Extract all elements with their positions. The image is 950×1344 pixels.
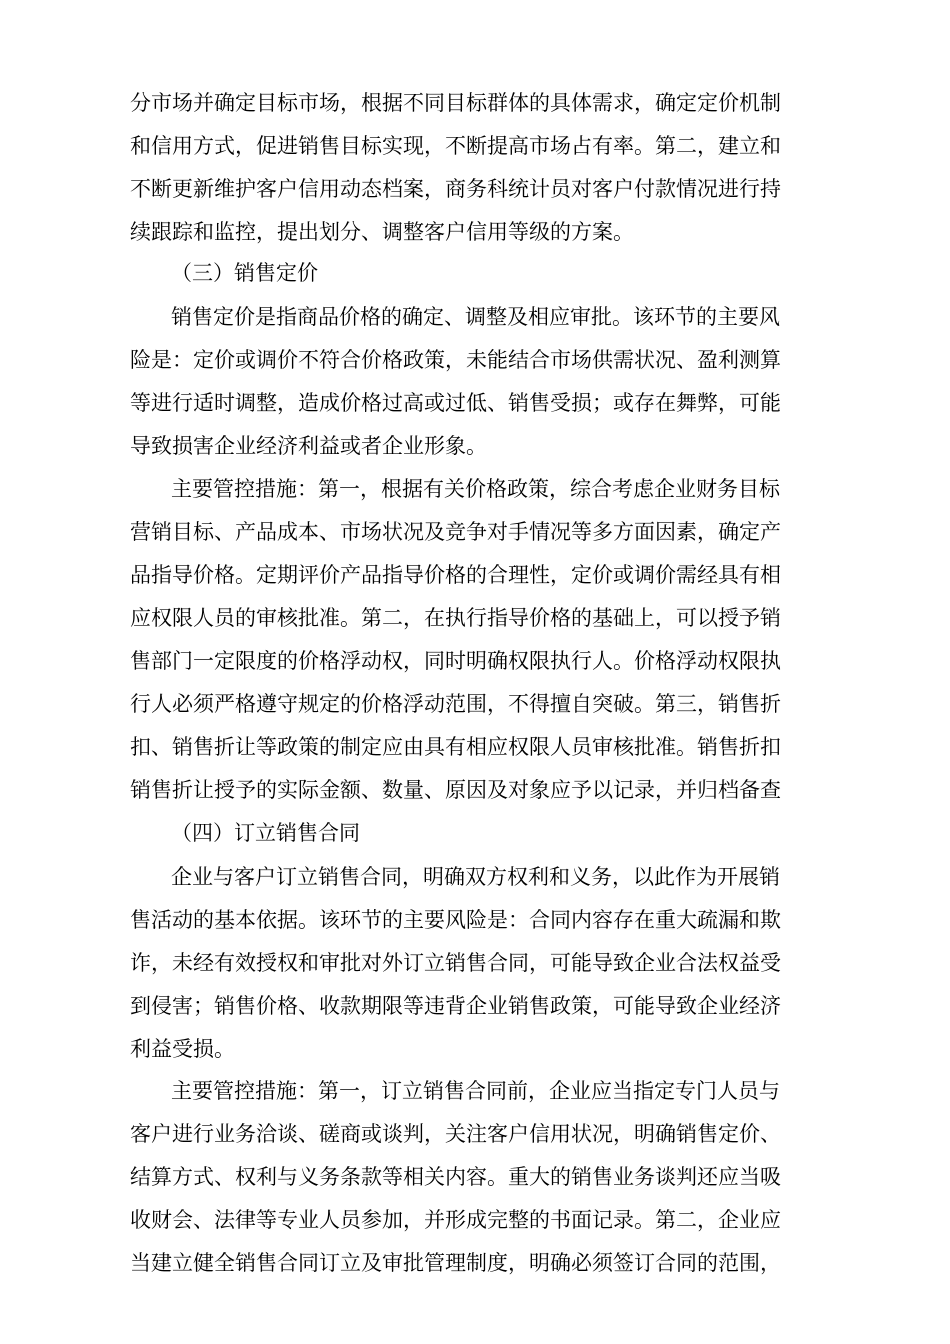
paragraph-line: 企业与客户订立销售合同，明确双方权利和义务，以此作为开展销 <box>171 865 780 889</box>
paragraph-line: 险是：定价或调价不符合价格政策，未能结合市场供需状况、盈利测算 <box>130 348 781 372</box>
paragraph-line: 销售折让授予的实际金额、数量、原因及对象应予以记录，并归档备查 <box>130 778 781 802</box>
paragraph-line: 客户进行业务洽谈、磋商或谈判，关注客户信用状况，明确销售定价、 <box>130 1122 781 1146</box>
paragraph-line: 诈，未经有效授权和审批对外订立销售合同，可能导致企业合法权益受 <box>130 951 781 975</box>
paragraph-line: 收财会、法律等专业人员参加，并形成完整的书面记录。第二，企业应 <box>130 1208 781 1232</box>
paragraph-line: 行人必须严格遵守规定的价格浮动范围，不得擅自突破。第三，销售折 <box>130 692 781 716</box>
paragraph-line: 导致损害企业经济利益或者企业形象。 <box>130 434 487 458</box>
paragraph-line: 和信用方式，促进销售目标实现，不断提高市场占有率。第二，建立和 <box>130 134 781 158</box>
paragraph-line: 扣、销售折让等政策的制定应由具有相应权限人员审核批准。销售折扣 <box>130 735 781 759</box>
paragraph-line: 不断更新维护客户信用动态档案，商务科统计员对客户付款情况进行持 <box>130 177 781 201</box>
paragraph-line: 营销目标、产品成本、市场状况及竞争对手情况等多方面因素，确定产 <box>130 520 781 544</box>
paragraph-line: 主要管控措施：第一，根据有关价格政策，综合考虑企业财务目标 <box>171 477 780 501</box>
paragraph-line: 应权限人员的审核批准。第二，在执行指导价格的基础上，可以授予销 <box>130 606 781 630</box>
paragraph-line: 售活动的基本依据。该环节的主要风险是：合同内容存在重大疏漏和欺 <box>130 908 781 932</box>
paragraph-line: 分市场并确定目标市场，根据不同目标群体的具体需求，确定定价机制 <box>130 91 781 115</box>
paragraph-line: 品指导价格。定期评价产品指导价格的合理性，定价或调价需经具有相 <box>130 563 781 587</box>
paragraph-line: 售部门一定限度的价格浮动权，同时明确权限执行人。价格浮动权限执 <box>130 649 781 673</box>
paragraph-line: 当建立健全销售合同订立及审批管理制度，明确必须签订合同的范围， <box>130 1251 781 1275</box>
paragraph-line: 主要管控措施：第一，订立销售合同前，企业应当指定专门人员与 <box>171 1079 780 1103</box>
paragraph-line: 销售定价是指商品价格的确定、调整及相应审批。该环节的主要风 <box>171 305 780 329</box>
paragraph-line: 到侵害；销售价格、收款期限等违背企业销售政策，可能导致企业经济 <box>130 994 781 1018</box>
section-heading-sales-pricing: （三）销售定价 <box>171 261 318 285</box>
paragraph-line: 结算方式、权利与义务条款等相关内容。重大的销售业务谈判还应当吸 <box>130 1165 781 1189</box>
paragraph-line: 等进行适时调整，造成价格过高或过低、销售受损；或存在舞弊，可能 <box>130 391 781 415</box>
paragraph-line: 利益受损。 <box>130 1037 235 1061</box>
paragraph-line: 续跟踪和监控，提出划分、调整客户信用等级的方案。 <box>130 220 634 244</box>
section-heading-sales-contract: （四）订立销售合同 <box>171 821 360 845</box>
